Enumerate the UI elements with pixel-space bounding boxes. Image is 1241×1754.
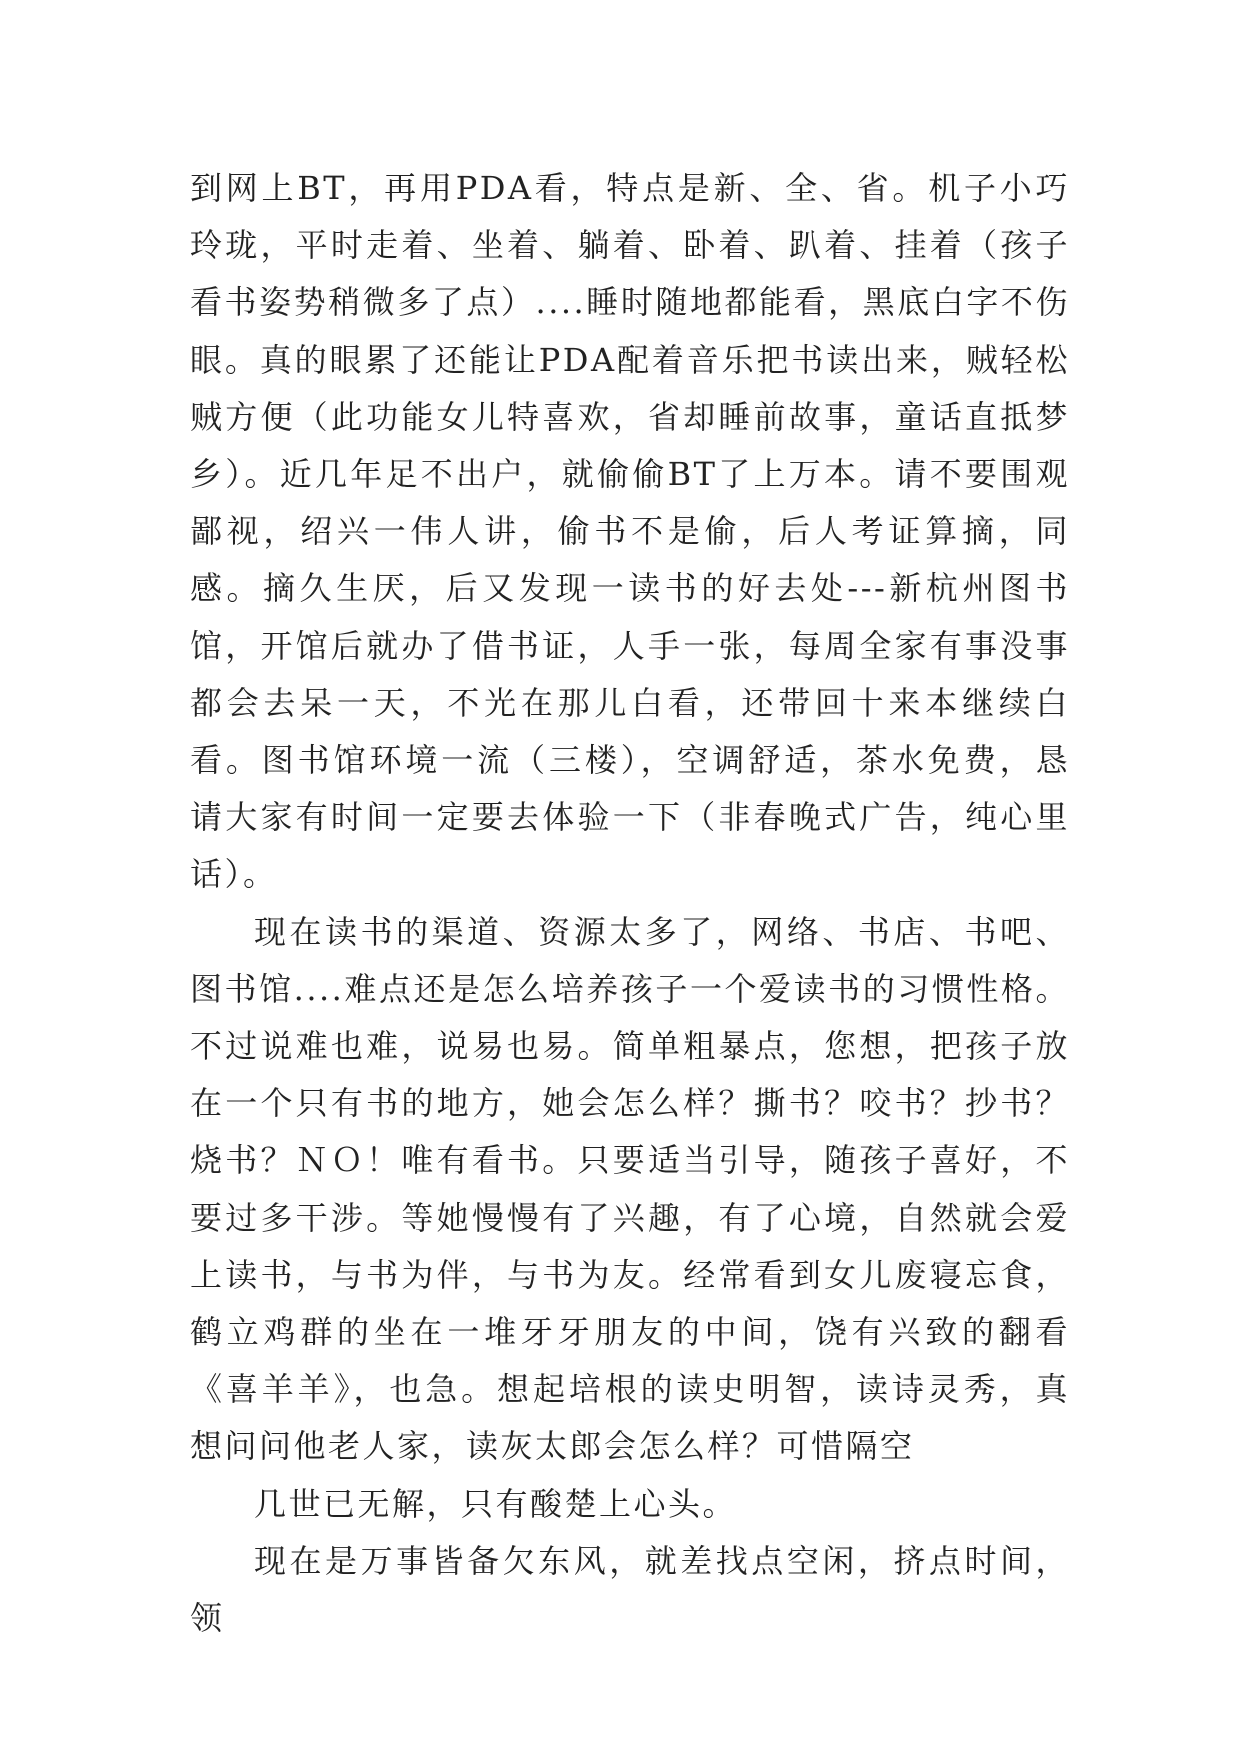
body-text xyxy=(190,160,1070,1647)
paragraph: 现在读书的渠道、资源太多了，网络、书店、书吧、图书馆....难点还是怎么培养孩子一个爱读书的习惯性格。不过说难也难，说易也易。简单粗暴点，您想，把孩子放在一个只有书的地方，她会怎么样？撕书？咬书？抄书？烧书？ＮＯ！唯有看书。只要适当引导，随孩子喜好，不要过多干涉。等她慢慢有了兴趣，有了心境，自然就会爱上读书，与书为伴，与书为友。经常看到女儿废寝忘食，鹤立鸡群的坐在一堆牙牙朋友的中间，饶有兴致的翻看《喜羊羊》，也急。想起培根的读史明智，读诗灵秀，真想问问他老人家，读灰太郎会怎么样？可惜隔空 xyxy=(190,912,1070,1466)
paragraph: 现在是万事皆备欠东风，就差找点空闲，挤点时间，领 xyxy=(190,1541,1070,1638)
paragraph: 到网上BT，再用PDA看，特点是新、全、省。机子小巧玲珑，平时走着、坐着、躺着、卧着、趴着、挂着（孩子看书姿势稍微多了点）....睡时随地都能看，黑底白字不伤眼。真的眼累了还能让PDA配着音乐把书读出来，贼轻松贼方便（此功能女儿特喜欢，省却睡前故事，童话直抵梦乡）。近几年足不出户，就偷偷BT了上万本。请不要围观鄙视，绍兴一伟人讲，偷书不是偷，后人考证算摘，同感。摘久生厌，后又发现一读书的好去处---新杭州图书馆，开馆后就办了借书证，人手一张，每周全家有事没事都会去呆一天，不光在那儿白看，还带回十来本继续白看。图书馆环境一流（三楼），空调舒适，茶水免费，恳请大家有时间一定要去体验一下（非春晚式广告，纯心里话）。 xyxy=(190,169,1070,894)
paragraph: 几世已无解，只有酸楚上心头。 xyxy=(254,1484,738,1523)
